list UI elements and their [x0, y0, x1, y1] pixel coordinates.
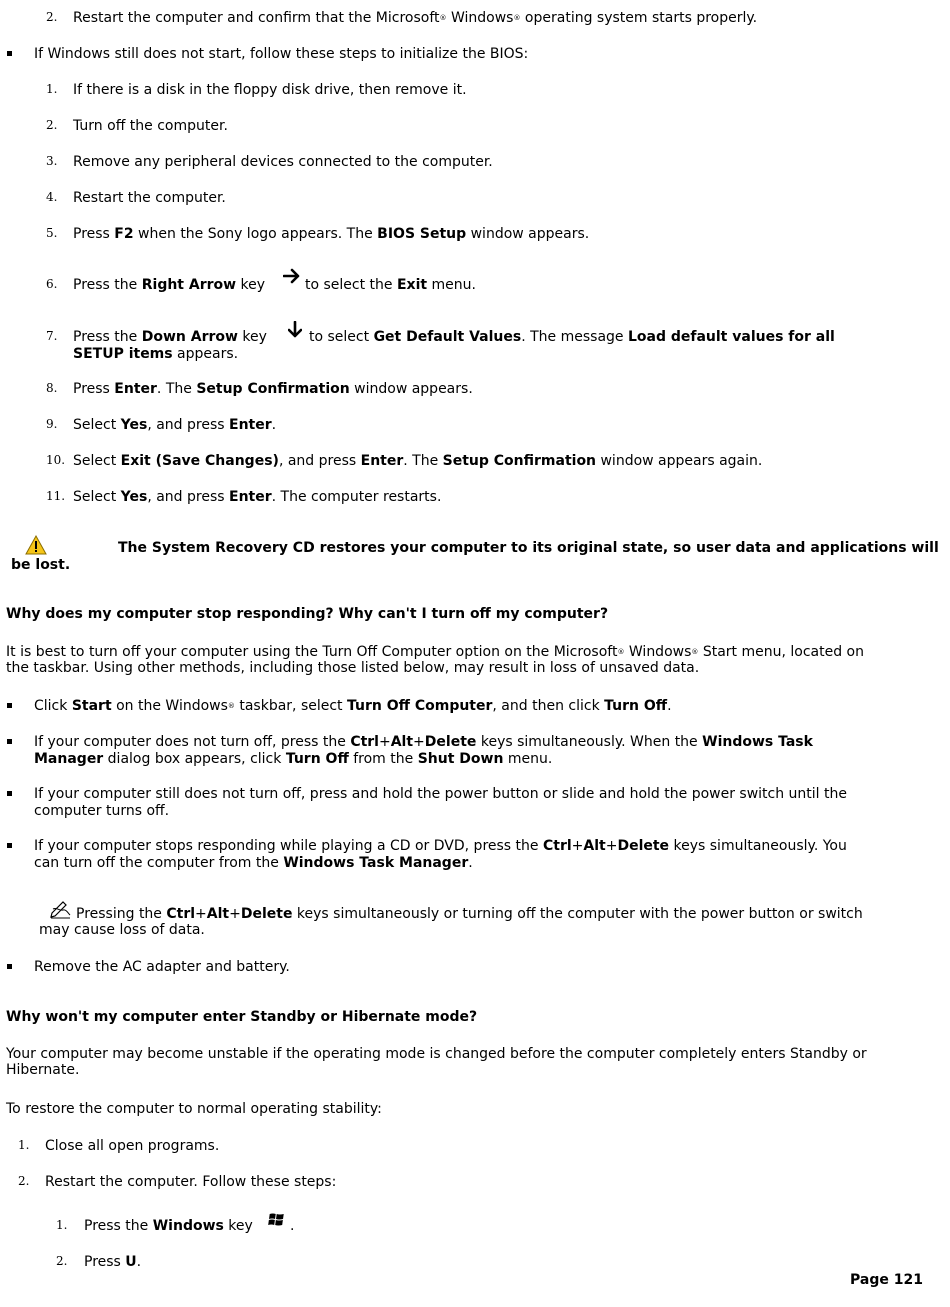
step-number: 1. [46, 82, 58, 96]
warning-text-continued: be lost. [11, 557, 71, 573]
bullet-text: If Windows still does not start, follow these steps to initialize the BIOS: [34, 46, 529, 62]
step-number: 9. [46, 417, 58, 431]
note-pencil-icon [49, 901, 71, 919]
step-text: Restart the computer. [73, 190, 226, 206]
step-number: 6. [46, 277, 58, 291]
paragraph: It is best to turn off your computer using the Turn Off Computer option on the Microsoft® Windows® Start menu, located on [6, 644, 864, 660]
step-number: 2. [46, 118, 58, 132]
substep-text: Press U. [84, 1254, 142, 1270]
step-text: Select Exit (Save Changes), and press Enter. The Setup Confirmation window appears again. [73, 453, 763, 469]
step-text: Press the Right Arrow key [73, 277, 266, 293]
bullet-text-continued: Manager dialog box appears, click Turn Off from the Shut Down menu. [34, 751, 553, 767]
step-text: Press Enter. The Setup Confirmation window appears. [73, 381, 473, 397]
step-text: If there is a disk in the floppy disk drive, then remove it. [73, 82, 467, 98]
bullet-text: If your computer does not turn off, press the Ctrl+Alt+Delete keys simultaneously. When the Windows Task [34, 734, 813, 750]
warning-text: The System Recovery CD restores your computer to its original state, so user data and applications will [118, 540, 939, 556]
step-number: 8. [46, 381, 58, 395]
paragraph: To restore the computer to normal operating stability: [6, 1101, 382, 1117]
paragraph: Your computer may become unstable if the operating mode is changed before the computer completely enters Standby or [6, 1046, 867, 1062]
bullet-text-continued: computer turns off. [34, 803, 170, 819]
bullet-icon [7, 739, 12, 744]
step-text-continued: to select Get Default Values. The message Load default values for all [309, 329, 835, 345]
bullet-icon [7, 703, 12, 708]
step-text-continued: to select the Exit menu. [305, 277, 476, 293]
step-text: Press F2 when the Sony logo appears. The BIOS Setup window appears. [73, 226, 590, 242]
step-text-continued: SETUP items appears. [73, 346, 239, 362]
step-number: 3. [46, 154, 58, 168]
windows-key-icon [267, 1212, 287, 1228]
bullet-text: Click Start on the Windows® taskbar, select Turn Off Computer, and then click Turn Off. [34, 698, 672, 714]
step-number: 2. [18, 1174, 30, 1188]
down-arrow-icon [288, 321, 302, 339]
step-number: 11. [46, 489, 66, 503]
section-heading: Why does my computer stop responding? Why can't I turn off my computer? [6, 606, 609, 622]
note-text-continued: may cause loss of data. [39, 922, 205, 938]
step-number: 7. [46, 329, 58, 343]
substep-number: 2. [56, 1254, 68, 1268]
bullet-text: Remove the AC adapter and battery. [34, 959, 290, 975]
note-text: Pressing the Ctrl+Alt+Delete keys simultaneously or turning off the computer with the power button or switch [76, 906, 863, 922]
section-heading: Why won't my computer enter Standby or Hibernate mode? [6, 1009, 478, 1025]
step-text: Remove any peripheral devices connected to the computer. [73, 154, 493, 170]
step-text: Select Yes, and press Enter. [73, 417, 277, 433]
substep-number: 1. [56, 1218, 68, 1232]
bullet-text: If your computer still does not turn off, press and hold the power button or slide and hold the power switch until the [34, 786, 847, 802]
step-number: 10. [46, 453, 66, 467]
bullet-icon [7, 51, 12, 56]
paragraph-continued: Hibernate. [6, 1062, 80, 1078]
step-text: Restart the computer. Follow these steps: [45, 1174, 337, 1190]
step-text: Press the Down Arrow key [73, 329, 267, 345]
substep-text-continued: . [290, 1218, 295, 1234]
step-text: Restart the computer and confirm that the Microsoft® Windows® operating system starts properly. [73, 10, 758, 26]
step-text: Select Yes, and press Enter. The computer restarts. [73, 489, 442, 505]
step-text: Turn off the computer. [73, 118, 228, 134]
warning-icon [25, 535, 47, 555]
paragraph-continued: the taskbar. Using other methods, including those listed below, may result in loss of unsaved data. [6, 660, 700, 676]
step-number: 1. [18, 1138, 30, 1152]
bullet-icon [7, 791, 12, 796]
substep-text: Press the Windows key [84, 1218, 253, 1234]
bullet-icon [7, 843, 12, 848]
page-number: Page 121 [850, 1272, 923, 1288]
right-arrow-icon [283, 268, 301, 284]
bullet-text-continued: can turn off the computer from the Windows Task Manager. [34, 855, 473, 871]
bullet-icon [7, 964, 12, 969]
step-number: 2. [46, 10, 58, 24]
step-text: Close all open programs. [45, 1138, 220, 1154]
step-number: 5. [46, 226, 58, 240]
bullet-text: If your computer stops responding while playing a CD or DVD, press the Ctrl+Alt+Delete keys simultaneously. You [34, 838, 847, 854]
step-number: 4. [46, 190, 58, 204]
